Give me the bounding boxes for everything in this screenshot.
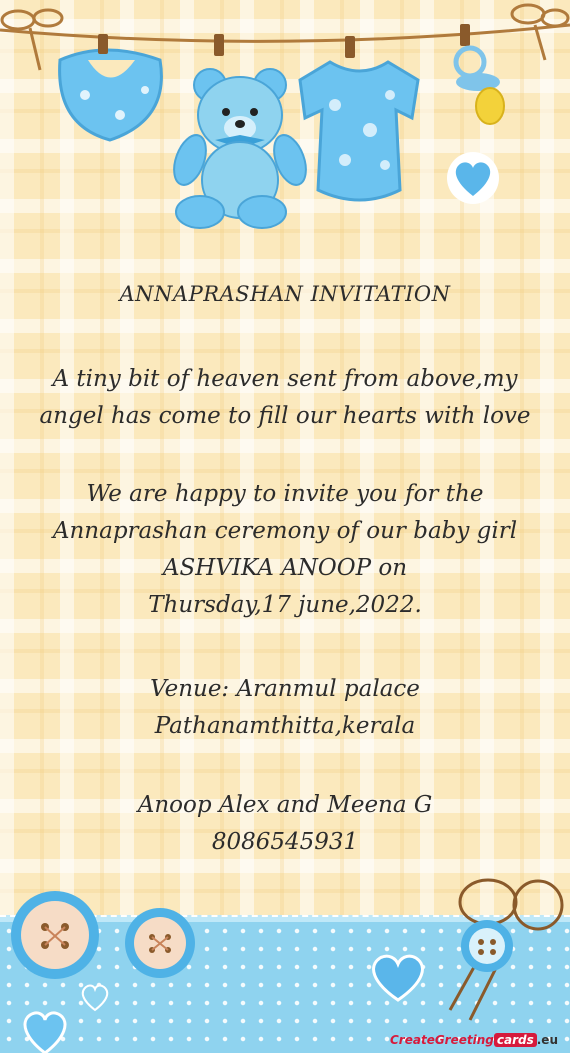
brand-cards: cards <box>494 1033 537 1047</box>
invite-date: Thursday,17 june,2022. <box>148 592 422 618</box>
brand-name: CreateGreeting <box>390 1033 494 1047</box>
heart-small-left-icon <box>83 986 107 1010</box>
heart-bottom-left-icon <box>25 1013 65 1053</box>
pacifier-icon <box>456 24 504 124</box>
bib-icon <box>60 34 162 140</box>
invite-line-3: ASHVIKA ANOOP on <box>162 555 408 581</box>
verse-line-2: angel has come to fill our hearts with love <box>39 403 531 429</box>
hosts-names: Anoop Alex and Meena G <box>137 792 433 818</box>
button-left-icon <box>11 891 99 979</box>
rope-bow-right-icon <box>512 5 568 60</box>
rope-bow-left-icon <box>2 10 62 70</box>
button-middle-icon <box>125 908 195 978</box>
venue-line-1: Venue: Aranmul palace <box>150 676 420 702</box>
brand-watermark <box>390 1033 558 1047</box>
heart-middle-icon <box>374 956 423 1000</box>
venue-line-2: Pathanamthitta,kerala <box>154 713 416 739</box>
heart-icon <box>447 152 499 204</box>
button-right-icon <box>450 880 562 1020</box>
brand-suffix: .eu <box>536 1033 558 1047</box>
onesie-icon <box>300 36 418 200</box>
phone-number: 8086545931 <box>211 829 359 855</box>
rope-line <box>0 25 570 41</box>
verse-line-1: A tiny bit of heaven sent from above,my <box>52 366 518 392</box>
invite-line-2: Annaprashan ceremony of our baby girl <box>52 518 518 544</box>
clothesline-illustration <box>0 0 570 260</box>
teddy-bear-icon <box>168 34 312 228</box>
invitation-title: ANNAPRASHAN INVITATION <box>119 282 451 306</box>
footer-illustration <box>0 860 570 1053</box>
invite-line-1: We are happy to invite you for the <box>86 481 484 507</box>
